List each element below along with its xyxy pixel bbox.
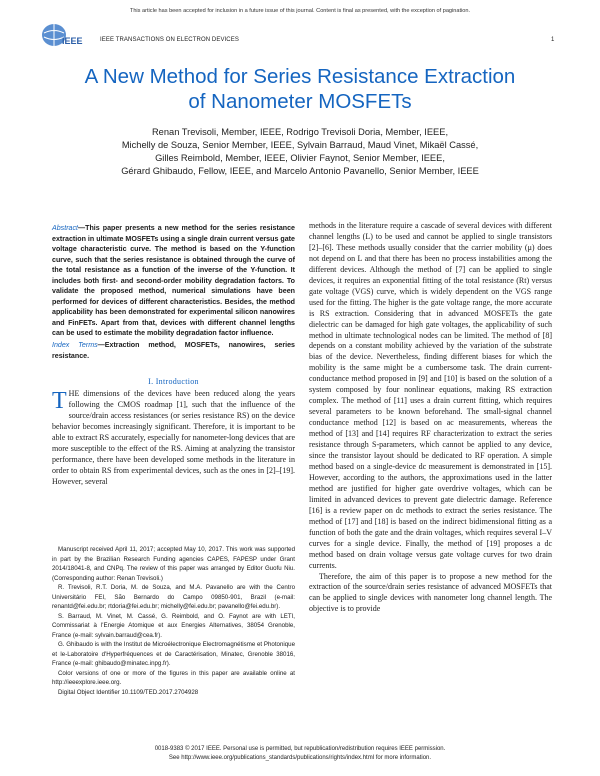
abstract xyxy=(52,223,295,339)
ieee-logo xyxy=(40,22,83,48)
title-line-1: A New Method for Series Resistance Extraction xyxy=(84,65,516,88)
copyright-line-2: See http://www.ieee.org/publications_standards/publications/rights/index.html for more information. xyxy=(168,755,432,761)
page-number: 1 xyxy=(551,37,555,43)
author-list xyxy=(40,126,560,178)
right-paragraph-2: Therefore, the aim of this paper is to propose a new method for the extraction of the source/drain series resistance of advanced MOSFETs that can be applied to single devices with nanometer long channel length. The objective is to provide xyxy=(309,571,552,614)
ieee-logo-text: IEEE xyxy=(62,36,83,46)
right-paragraph-1: methods in the literature require a cascade of several devices with different channel lengths (L) to be used and cannot be applied to single transistors [2]–[6]. These methods usually consider that the carrier mobility (μ) does not depend on L and that there has been no process instabilities among the different devices. Although the method of [7] can be applied to single devices, it requires an exponential fitting of the total resistance (Rt) versus gate voltage (VGS) curve, which is widely dependent on the VGS range used for the fitting. The higher is the gate voltage range, the more accurate is RS extraction. Considering that in advanced MOSFETs the gate dielectric can be damaged for high gate voltages, the applicability of such method in ultimate technological nodes can be limited. The method of [8] depends on a constant mobility achieved by the variation of the substrate bias of the device. Nevertheless, finding different biases for which the mobility is the same might be a cumbersome task. The drain current-conductance method proposed in [9] and [10] is based on the solution of a system composed by four nonlinear equations, making RS extraction complex. The method of [11] uses a drain current fitting, which requires several parameters to be known beforehand. The small-signal channel conductance method [12] is based on ac measurements, whereas the method of [13] and [14] requires RF characterization to extract the series resistance through S-parameters, which cannot be applied to any device, since the transistor layout should be dedicated to RF operation. A simple method based on a single-device dc measurement is demonstrated in [15]. However, according to the authors, the approximations used in the latter method are justified for higher gate overdrive voltages, which can be limited in advanced devices to prevent gate dielectric damage. Reference [16] is a review paper on dc methods to extract the series resistance. The method of [17] and [18] is based on the indirect bidimensional fitting as a function of both the gate and the drain voltages, which requires several I–V curves for a single device. Finally, the method of [19] proposes a dc method based on drain voltage versus gate voltage curves for two drain currents. xyxy=(309,221,552,570)
drop-cap: T xyxy=(52,388,67,414)
author-line-1: Renan Trevisoli, Member, IEEE, Rodrigo Trevisoli Doria, Member, IEEE, xyxy=(151,127,449,137)
right-column-text xyxy=(309,221,552,615)
footnote-affiliation-minatec: G. Ghibaudo is with the Institut de Microélectronique Electromagnétisme et Photonique et le-Laboratoire d'Hyperfréquences et de Caractérisation, Minatec, Grenoble 38016, France (e-mail: ghibaudo@minatec.inpg.fr). xyxy=(52,641,295,667)
copyright-line-1: 0018-9383 © 2017 IEEE. Personal use is permitted, but republication/redistribution requires IEEE permission. xyxy=(154,746,446,752)
abstract-label: Abstract xyxy=(52,224,79,232)
copyright-footer xyxy=(0,745,600,763)
introduction-text xyxy=(52,389,295,488)
author-line-4: Gérard Ghibaudo, Fellow, IEEE, and Marcelo Antonio Pavanello, Senior Member, IEEE xyxy=(121,166,479,176)
acceptance-notice: This article has been accepted for inclusion in a future issue of this journal. Content is final as presented, with the exception of pagination. xyxy=(129,8,471,14)
abstract-text: —This paper presents a new method for the series resistance extraction in ultimate MOSFETs using a single drain current versus gate voltage characteristic curve. The method is based on the Y-function curve, such that the series resistance is obtained through the curve of the total resistance as a function of the inverse of the Y-function. It includes both first- and second-order mobility degradation factors. To validate the proposed method, numerical simulations have been performed for devices of different characteristics. Besides, the method applicability has been demonstrated for experimental silicon nanowires and FinFETs. Apart from that, devices with different channel lengths can be used to estimate the mobility degradation factor influence. xyxy=(52,224,295,338)
title-line-2: of Nanometer MOSFETs xyxy=(188,90,412,113)
section-heading-introduction: I. Introduction xyxy=(148,377,199,386)
footnote-doi: Digital Object Identifier 10.1109/TED.2017.2704928 xyxy=(58,688,199,696)
index-terms xyxy=(52,340,295,361)
journal-name: IEEE TRANSACTIONS ON ELECTRON DEVICES xyxy=(100,37,239,43)
footnote-affiliation-leti: S. Barraud, M. Vinet, M. Cassé, G. Reimbold, and O. Faynot are with LETI, Commissariat à l'Energie Atomique et aux Energies Alternatives, 38054 Grenoble, France (e-mail: sylvain.barraud@cea.fr). xyxy=(52,612,295,639)
index-terms-label: Index Terms xyxy=(52,341,98,349)
author-line-2: Michelly de Souza, Senior Member, IEEE, Sylvain Barraud, Maud Vinet, Mikaël Cassé, xyxy=(121,140,479,150)
paper-title xyxy=(30,64,570,114)
footnote-color-versions: Color versions of one or more of the figures in this paper are available online at http://ieeexplore.ieee.org. xyxy=(52,669,295,686)
footnote-affiliation-fei: R. Trevisoli, R.T. Doria, M. de Souza, and M.A. Pavanello are with the Centro Universitário FEI, São Bernardo do Campo 09850-901, Brazil (e-mail: renantd@fei.edu.br; rtdoria@fei.edu.br; michelly@fei.edu.br; pavanello@fei.edu.br). xyxy=(52,584,295,610)
footnote-manuscript: Manuscript received April 11, 2017; accepted May 10, 2017. This work was supported in part by the Brazilian Research Funding agencies CAPES, FAPESP under Grant 2014/18041-8, and CNPq. The review of this paper was arranged by Editor Guofu Niu. (Corresponding author: Renan Trevisoli.) xyxy=(52,546,295,582)
author-line-3: Gilles Reimbold, Member, IEEE, Olivier Faynot, Senior Member, IEEE, xyxy=(155,153,445,163)
index-terms-text: —Extraction method, MOSFETs, nanowires, series resistance. xyxy=(52,341,295,360)
introduction-body: HE dimensions of the devices have been reduced along the years following the CMOS roadmap [1], such that the influence of the source/drain access resistances (or series resistance RS) on the device behavior becomes increasingly significant. Therefore, it is important to be able to extract RS accurately, especially for nanometer-long devices that are more susceptible to the effect of the RS. Aiming at analyzing the transistor performance, there have been developed some methods in the literature in order to obtain RS from experimental devices, such as the ones in [2]–[19]. However, several xyxy=(52,389,295,486)
footnotes xyxy=(52,545,295,697)
